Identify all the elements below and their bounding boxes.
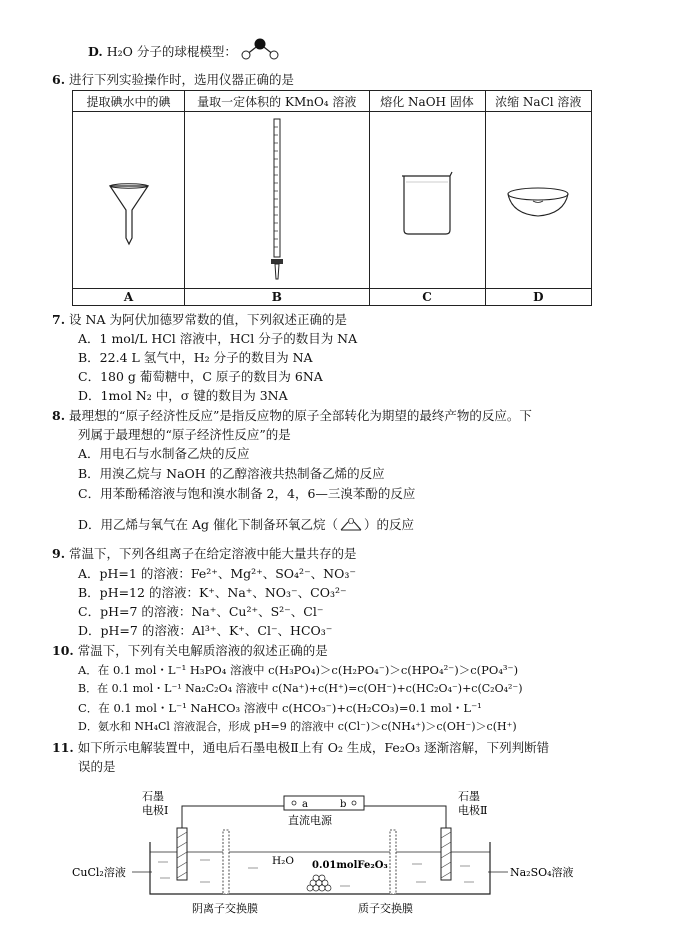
middle-solid-label: 0.01molFe₂O₃ [312,860,388,871]
burette-icon [247,113,307,285]
q7-option-c: C．180 g 葡萄糖中，C 原子的数目为 6NA [78,369,323,384]
electrode-right-label-1: 石墨 [458,790,480,803]
power-terminal-a: a [302,799,308,810]
q10-option-d: D．氨水和 NH₄Cl 溶液混合，形成 pH=9 的溶液中 c(Cl⁻)＞c(NH₄⁺)＞c(OH⁻)＞c(H⁺) [78,720,517,733]
header-cell-c: 熔化 NaOH 固体 [369,91,485,112]
q9-option-d: D．pH=7 的溶液：Al³⁺、K⁺、Cl⁻、HCO₃⁻ [78,623,333,638]
ethylene-oxide-icon [338,516,364,532]
q7-stem [52,312,347,328]
label-d: D [485,289,591,306]
label-c: C [369,289,485,306]
q8-stem-line1 [52,408,532,424]
q8-option-d [78,516,414,533]
q10-number: 10. [52,643,74,658]
header-cell-b: 量取一定体积的 KMnO₄ 溶液 [185,91,369,112]
q5-option-d [88,44,237,60]
q8-stem-line2: 列属于最理想的“原子经济性反应”的是 [78,427,291,442]
q9-stem-text: 常温下，下列各组离子在给定溶液中能大量共存的是 [69,546,357,561]
label-a: A [73,289,185,306]
header-cell-a: 提取碘水中的碘 [73,91,185,112]
q10-stem-text: 常温下，下列有关电解质溶液的叙述正确的是 [77,643,328,658]
q7-option-a: A．1 mol/L HCl 溶液中，HCl 分子的数目为 NA [78,331,358,346]
left-solution-label: CuCl₂溶液 [72,866,126,879]
membrane-right-label: 质子交换膜 [358,902,413,915]
proton-exchange-membrane [390,830,396,894]
q5-d-label: D. [88,44,103,59]
funnel-icon [94,114,164,284]
middle-water-label: H₂O [272,855,294,867]
power-terminal-b: b [340,799,347,810]
q8-option-a: A．用电石与水制备乙炔的反应 [78,446,250,461]
q11-stem-line2: 误的是 [78,759,116,774]
q8-option-b: B．用溴乙烷与 NaOH 的乙醇溶液共热制备乙烯的反应 [78,466,385,481]
q7-stem-text: 设 NA 为阿伏加德罗常数的值，下列叙述正确的是 [69,312,347,327]
label-b: B [185,289,369,306]
evaporating-dish-icon [498,114,578,284]
picture-cell-d [485,112,591,289]
q6-number: 6. [52,72,66,87]
q7-option-d: D．1mol N₂ 中，σ 键的数目为 3NA [78,388,288,403]
electrode-left [177,828,187,880]
apparatus-table [72,90,592,306]
q9-option-a: A．pH=1 的溶液：Fe²⁺、Mg²⁺、SO₄²⁻、NO₃⁻ [78,566,356,581]
q8-number: 8. [52,408,66,423]
q6-stem [52,72,294,88]
svg-text:O: O [347,517,355,526]
q8-option-c: C．用苯酚稀溶液与饱和溴水制备 2，4，6—三溴苯酚的反应 [78,486,416,501]
q10-option-b: B．在 0.1 mol・L⁻¹ Na₂C₂O₄ 溶液中 c(Na⁺)+c(H⁺)=c(OH⁻)+c(HC₂O₄⁻)+c(C₂O₄²⁻) [78,682,523,695]
q8-option-d-text: D．用乙烯与氧气在 Ag 催化下制备环氧乙烷（ [78,517,338,532]
q9-number: 9. [52,546,66,561]
q10-stem [52,643,328,659]
q6-stem-text: 进行下列实验操作时，选用仪器正确的是 [69,72,295,87]
q10-option-c: C．在 0.1 mol・L⁻¹ NaHCO₃ 溶液中 c(HCO₃⁻)+c(H₂CO₃)=0.1 mol・L⁻¹ [78,701,482,715]
q11-number: 11. [52,740,74,755]
electrode-right [441,828,451,880]
q9-option-c: C．pH=7 的溶液：Na⁺、Cu²⁺、S²⁻、Cl⁻ [78,604,324,619]
electrolysis-diagram [60,782,620,918]
beaker-icon [392,114,462,284]
q11-stem-line1 [52,740,549,756]
h2o-ball-stick-model-icon [238,36,282,62]
q9-stem [52,546,357,562]
header-cell-d: 浓缩 NaCl 溶液 [485,91,591,112]
electrode-left-label-1: 石墨 [142,790,164,803]
electrode-right-label-2: 电极Ⅱ [458,804,488,817]
q7-option-b: B．22.4 L 氢气中，H₂ 分子的数目为 NA [78,350,313,365]
q7-number: 7. [52,312,66,327]
q9-option-b: B．pH=12 的溶液：K⁺、Na⁺、NO₃⁻、CO₃²⁻ [78,585,347,600]
picture-cell-b [185,112,369,289]
picture-cell-a [73,112,185,289]
power-label: 直流电源 [288,814,332,827]
right-solution-label: Na₂SO₄溶液 [510,866,574,879]
q8-option-d-tail: ）的反应 [364,517,415,532]
anion-exchange-membrane [223,830,229,894]
electrode-left-label-2: 电极Ⅰ [142,804,169,817]
q11-stem-text1: 如下所示电解装置中，通电后石墨电极Ⅱ上有 O₂ 生成，Fe₂O₃ 逐渐溶解，下列判断错 [77,740,550,755]
q8-stem-text1: 最理想的“原子经济性反应”是指反应物的原子全部转化为期望的最终产物的反应。下 [69,408,532,423]
picture-cell-c [369,112,485,289]
fe2o3-solid [307,875,331,891]
q10-option-a: A．在 0.1 mol・L⁻¹ H₃PO₄ 溶液中 c(H₃PO₄)＞c(H₂PO₄⁻)＞c(HPO₄²⁻)＞c(PO₄³⁻) [78,663,519,677]
q5-d-text: H₂O 分子的球棍模型： [106,44,237,59]
membrane-left-label: 阴离子交换膜 [192,902,258,915]
